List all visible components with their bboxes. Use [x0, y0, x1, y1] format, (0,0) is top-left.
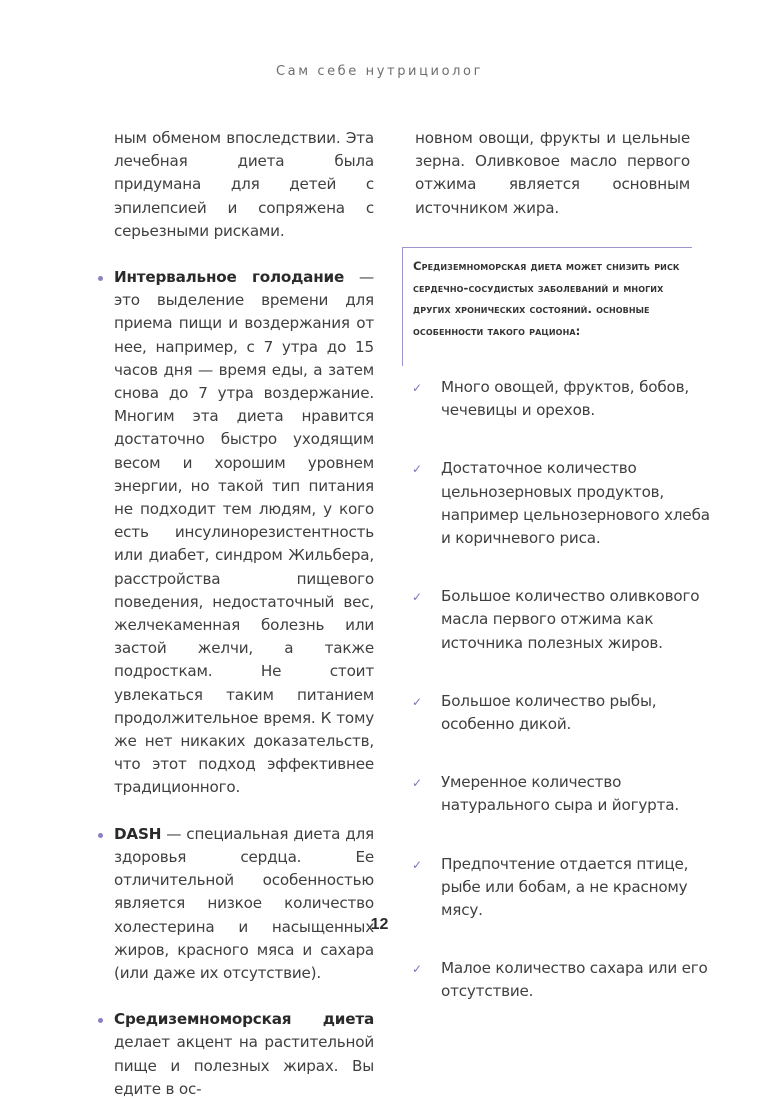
checklist-item-text: Большое количество оливкового масла первого отжима как источника полезных жиров. — [441, 587, 700, 652]
running-head-title: Сам себе нутрициолог — [275, 64, 484, 79]
right-column — [415, 127, 690, 220]
intro-paragraph: ным обменом впоследствии. Эта лечебная диета была придумана для детей с эпилепсией и сопряжена с серьезными рисками. — [114, 129, 374, 240]
checklist-item — [410, 457, 711, 550]
bullet-text: делает акцент на растительной пище и полезных жирах. Вы едите в ос- — [114, 1033, 374, 1098]
check-icon: ✓ — [412, 962, 422, 977]
bullet-item-dash — [114, 823, 374, 985]
checklist-item — [410, 585, 711, 655]
checklist-item-text: Много овощей, фруктов, бобов, чечевицы и орехов. — [441, 378, 689, 420]
bullet-text: — специальная диета для здоровья сердца. Ее отличительной особенностью является низкое количество холестерина и насыщенных жиров, красного мяса и сахара (или даже их отсутствие). — [114, 824, 374, 982]
checklist-item-text: Достаточное количество цельнозерновых продуктов, например цельнозернового хлеба и коричневого риса. — [441, 459, 710, 548]
continuation-paragraph: новном овощи, фрукты и цельные зерна. Оливковое масло первого отжима является основным источником жира. — [415, 129, 690, 217]
check-icon: ✓ — [412, 381, 422, 395]
checklist-item-text: Малое количество сахара или его отсутствие. — [441, 959, 708, 1001]
bullet-term: Интервальное голодание — [114, 268, 345, 287]
bullet-text: — это выделение времени для приема пищи и воздержания от нее, например, с 7 утра до 15 часов дня — время еды, а затем снова до 7 утра воздержание. Многим эта диета нравится достаточно быстро уходящим весом и хорошим уровнем энергии, но такой тип питания не подходит тем людям, у кого есть инсулинорезистентность или диабет, синдром Жильбера, расстройства пищевого поведения, недостаточный вес, желчекаменная болезнь или застой желчи, а также подросткам. Не стоит увлекаться таким питанием продолжительное время. К тому же нет никаких доказательств, что этот подход эффективнее традиционного. — [114, 268, 374, 797]
callout-box — [402, 247, 692, 366]
callout-text: Средиземноморская диета может снизить риск сердечно-сосудистых заболеваний и многих других хронических состояний. основные особенности такого рациона: — [413, 259, 680, 338]
left-column — [114, 127, 374, 1101]
checklist-item — [410, 376, 711, 422]
checklist-item-text: Умеренное количество натурального сыра и йогурта. — [441, 773, 679, 815]
bullet-term: Средиземноморская диета — [114, 1010, 374, 1029]
checklist-item-text: Большое количество рыбы, особенно дикой. — [441, 691, 657, 734]
checklist — [410, 376, 710, 1004]
bullet-dot-icon — [98, 1018, 103, 1023]
checklist-item — [410, 690, 711, 736]
check-icon: ✓ — [412, 857, 422, 872]
checklist-item — [410, 853, 711, 923]
check-icon: ✓ — [412, 590, 422, 605]
checklist-item — [410, 771, 711, 817]
checklist-item — [410, 957, 711, 1003]
checklist-item-text: Предпочтение отдается птице, рыбе или бобам, а не красному мясу. — [441, 854, 689, 920]
check-icon: ✓ — [412, 694, 422, 709]
bullet-dot-icon — [98, 276, 103, 281]
check-icon: ✓ — [412, 776, 422, 791]
page-number: 12 — [370, 916, 389, 933]
bullet-dot-icon — [98, 833, 103, 838]
bullet-item-intermittent-fasting — [114, 266, 374, 800]
bullet-term: DASH — [114, 824, 162, 843]
check-icon: ✓ — [412, 462, 422, 477]
bullet-item-mediterranean — [114, 1008, 374, 1101]
